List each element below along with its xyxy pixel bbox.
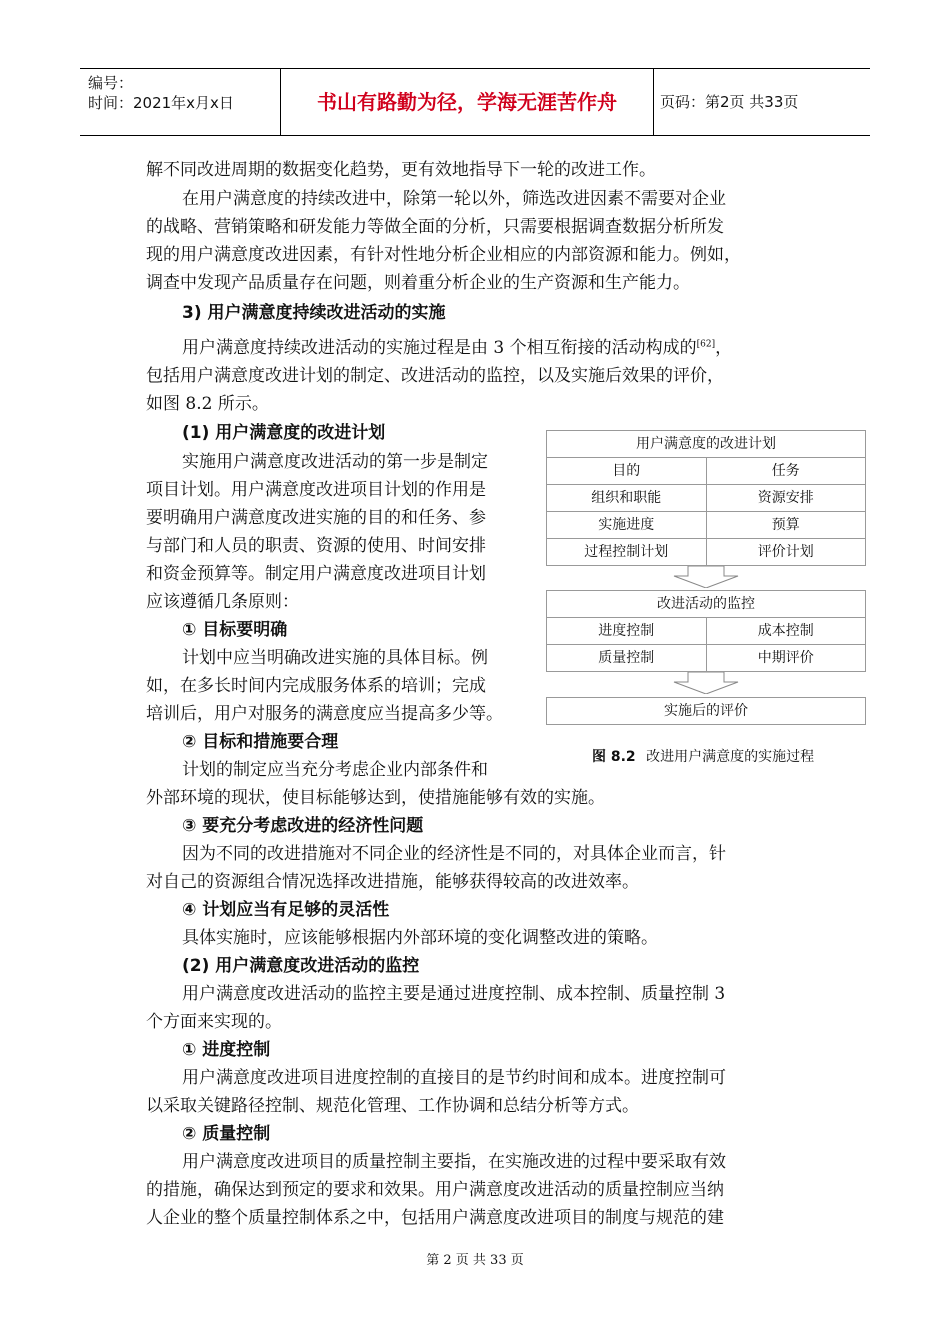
body-line: 解不同改进周期的数据变化趋势，更有效地指导下一轮的改进工作。 [146, 160, 656, 180]
plan-item: 过程控制计划 [584, 544, 669, 560]
body-line: 因为不同的改进措施对不同企业的经济性是不同的，对具体企业而言，针 [182, 844, 726, 864]
plan-item: 任务 [706, 458, 866, 484]
control-heading: ① 进度控制 [182, 1040, 271, 1060]
header-number: 编号： [88, 74, 134, 92]
body-line: 应该遵循几条原则： [146, 592, 299, 612]
body-line: 要明确用户满意度改进实施的目的和任务、参 [146, 508, 486, 528]
section-heading: 3) 用户满意度持续改进活动的实施 [182, 303, 446, 323]
body-line: 培训后，用户对服务的满意度应当提高多少等。 [146, 704, 503, 724]
page-header [80, 68, 870, 136]
body-line: 在用户满意度的持续改进中，除第一轮以外，筛选改进因素不需要对企业 [182, 189, 726, 209]
body-line: 实施用户满意度改进活动的第一步是制定 [182, 452, 488, 472]
monitor-item: 成本控制 [706, 618, 866, 644]
body-line: 现的用户满意度改进因素，有针对性地分析企业相应的内部资源和能力。例如， [146, 245, 741, 265]
monitor-box [546, 590, 866, 672]
header-page-label: 页码：第2页 共33页 [660, 93, 799, 111]
body-line: 对自己的资源组合情况选择改进措施，能够获得较高的改进效率。 [146, 872, 639, 892]
principle-heading: ③ 要充分考虑改进的经济性问题 [182, 816, 424, 836]
header-date: 时间：2021年x月x日 [88, 94, 234, 112]
body-line: 用户满意度改进项目的质量控制主要指，在实施改进的过程中要采取有效 [182, 1152, 726, 1172]
body-line: 用户满意度改进项目进度控制的直接目的是节约时间和成本。进度控制可 [182, 1068, 726, 1088]
body-line: 外部环境的现状，使目标能够达到，使措施能够有效的实施。 [146, 788, 605, 808]
monitor-item: 质量控制 [598, 650, 655, 666]
down-arrow-icon [666, 672, 746, 694]
figure-number: 图 8.2 [592, 749, 636, 765]
body-line: 计划中应当明确改进实施的具体目标。例 [182, 648, 488, 668]
evaluation-box [546, 697, 866, 725]
principle-heading: ④ 计划应当有足够的灵活性 [182, 900, 390, 920]
body-line: 的措施，确保达到预定的要求和效果。用户满意度改进活动的质量控制应当纳 [146, 1180, 724, 1200]
figure-caption [592, 746, 814, 766]
plan-item: 评价计划 [706, 539, 866, 565]
body-line: 包括用户满意度改进计划的制定、改进活动的监控，以及实施后效果的评价， [146, 366, 724, 386]
plan-item: 预算 [706, 512, 866, 538]
body-line: 如，在多长时间内完成服务体系的培训；完成 [146, 676, 486, 696]
body-line: 具体实施时，应该能够根据内外部环境的变化调整改进的策略。 [182, 928, 658, 948]
citation-ref: [62] [696, 339, 716, 350]
monitor-item: 进度控制 [598, 623, 655, 639]
plan-item: 组织和职能 [591, 490, 662, 506]
body-line: 和资金预算等。制定用户满意度改进项目计划 [146, 564, 486, 584]
body-line: 用户满意度改进活动的监控主要是通过进度控制、成本控制、质量控制 3 [182, 984, 726, 1004]
body-line: 用户满意度持续改进活动的实施过程是由 3 个相互衔接的活动构成的[62]， [182, 338, 733, 358]
subsection-heading: (2) 用户满意度改进活动的监控 [182, 956, 420, 976]
evaluation-box-title: 实施后的评价 [664, 703, 748, 719]
body-line: 人企业的整个质量控制体系之中，包括用户满意度改进项目的制度与规范的建 [146, 1208, 724, 1228]
plan-item: 资源安排 [706, 485, 866, 511]
header-motto: 书山有路勤为径，学海无涯苦作舟 [280, 69, 654, 135]
principle-heading: ② 目标和措施要合理 [182, 732, 339, 752]
body-line: 如图 8.2 所示。 [146, 394, 269, 414]
plan-item: 目的 [612, 463, 641, 479]
body-line: 与部门和人员的职责、资源的使用、时间安排 [146, 536, 486, 556]
plan-box-title: 用户满意度的改进计划 [636, 436, 776, 452]
plan-box [546, 430, 866, 566]
control-heading: ② 质量控制 [182, 1124, 271, 1144]
subsection-heading: (1) 用户满意度的改进计划 [182, 423, 386, 443]
body-line: 计划的制定应当充分考虑企业内部条件和 [182, 760, 488, 780]
plan-item: 实施进度 [598, 517, 655, 533]
body-line: 调查中发现产品质量存在问题，则着重分析企业的生产资源和生产能力。 [146, 273, 690, 293]
monitor-box-title: 改进活动的监控 [657, 596, 755, 612]
header-meta [80, 69, 280, 135]
principle-heading: ① 目标要明确 [182, 620, 288, 640]
monitor-item: 中期评价 [706, 645, 866, 671]
figure-title: 改进用户满意度的实施过程 [646, 749, 815, 765]
body-line: 的战略、营销策略和研发能力等做全面的分析，只需要根据调查数据分析所发 [146, 217, 724, 237]
body-line: 项目计划。用户满意度改进项目计划的作用是 [146, 480, 486, 500]
page-footer: 第 2 页 共 33 页 [426, 1253, 524, 1268]
body-line: 个方面来实现的。 [146, 1012, 282, 1032]
body-line: 以采取关键路径控制、规范化管理、工作协调和总结分析等方式。 [146, 1096, 639, 1116]
down-arrow-icon [666, 566, 746, 588]
